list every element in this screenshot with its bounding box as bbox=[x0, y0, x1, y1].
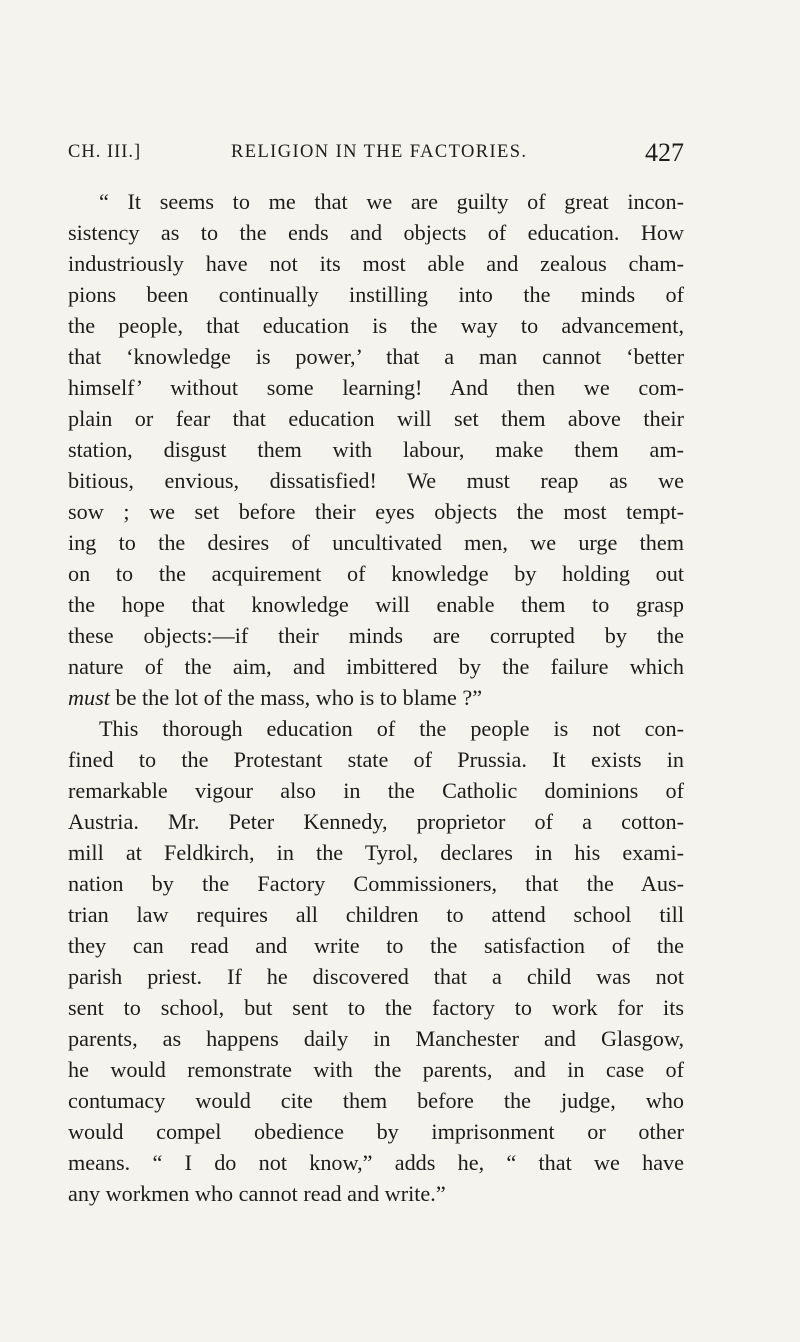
body-text bbox=[68, 186, 684, 1209]
text-line: This thorough education of the people is not con- bbox=[99, 716, 684, 741]
text-line: ing to the desires of uncultivated men, we urge them bbox=[68, 530, 684, 555]
text-line: must be the lot of the mass, who is to blame ?” bbox=[68, 685, 483, 710]
text-line: on to the acquirement of knowledge by holding out bbox=[68, 561, 684, 586]
text-line: parish priest. If he discovered that a child was not bbox=[68, 964, 684, 989]
text-line: sistency as to the ends and objects of education. How bbox=[68, 220, 684, 245]
text-line: these objects:—if their minds are corrupted by the bbox=[68, 623, 684, 648]
text-line: bitious, envious, dissatisfied! We must reap as we bbox=[68, 468, 684, 493]
text-line: parents, as happens daily in Manchester and Glasgow, bbox=[68, 1026, 684, 1051]
text-line: means. “ I do not know,” adds he, “ that we have bbox=[68, 1150, 684, 1175]
text-line: sow ; we set before their eyes objects the most tempt- bbox=[68, 499, 684, 524]
text-line: pions been continually instilling into the minds of bbox=[68, 282, 684, 307]
emphasis: must bbox=[68, 685, 110, 710]
text-line: station, disgust them with labour, make them am- bbox=[68, 437, 684, 462]
text-line: the hope that knowledge will enable them to grasp bbox=[68, 592, 684, 617]
text-line: fined to the Protestant state of Prussia. It exists in bbox=[68, 747, 684, 772]
text-line: industriously have not its most able and zealous cham- bbox=[68, 251, 684, 276]
text-line: himself’ without some learning! And then we com- bbox=[68, 375, 684, 400]
text-line: nation by the Factory Commissioners, that the Aus- bbox=[68, 871, 684, 896]
page-number: 427 bbox=[645, 138, 684, 167]
text-line: would compel obedience by imprisonment or other bbox=[68, 1119, 684, 1144]
text-line: sent to school, but sent to the factory to work for its bbox=[68, 995, 684, 1020]
text-line: any workmen who cannot read and write.” bbox=[68, 1181, 446, 1206]
text-line: mill at Feldkirch, in the Tyrol, declares in his exami- bbox=[68, 840, 684, 865]
text-line: remarkable vigour also in the Catholic dominions of bbox=[68, 778, 684, 803]
text-line: plain or fear that education will set them above their bbox=[68, 406, 684, 431]
text-line: the people, that education is the way to advancement, bbox=[68, 313, 684, 338]
text-line: contumacy would cite them before the judge, who bbox=[68, 1088, 684, 1113]
text-line: they can read and write to the satisfaction of the bbox=[68, 933, 684, 958]
text-line: he would remonstrate with the parents, and in case of bbox=[68, 1057, 684, 1082]
running-head bbox=[68, 138, 684, 172]
text-line: nature of the aim, and imbittered by the failure which bbox=[68, 654, 684, 679]
running-title: RELIGION IN THE FACTORIES. bbox=[231, 142, 528, 162]
text-line: “ It seems to me that we are guilty of great incon- bbox=[99, 189, 684, 214]
chapter-label: CH. III.] bbox=[68, 142, 142, 162]
text-line: Austria. Mr. Peter Kennedy, proprietor of a cotton- bbox=[68, 809, 684, 834]
text-line: trian law requires all children to attend school till bbox=[68, 902, 684, 927]
text-line: that ‘knowledge is power,’ that a man cannot ‘better bbox=[68, 344, 684, 369]
